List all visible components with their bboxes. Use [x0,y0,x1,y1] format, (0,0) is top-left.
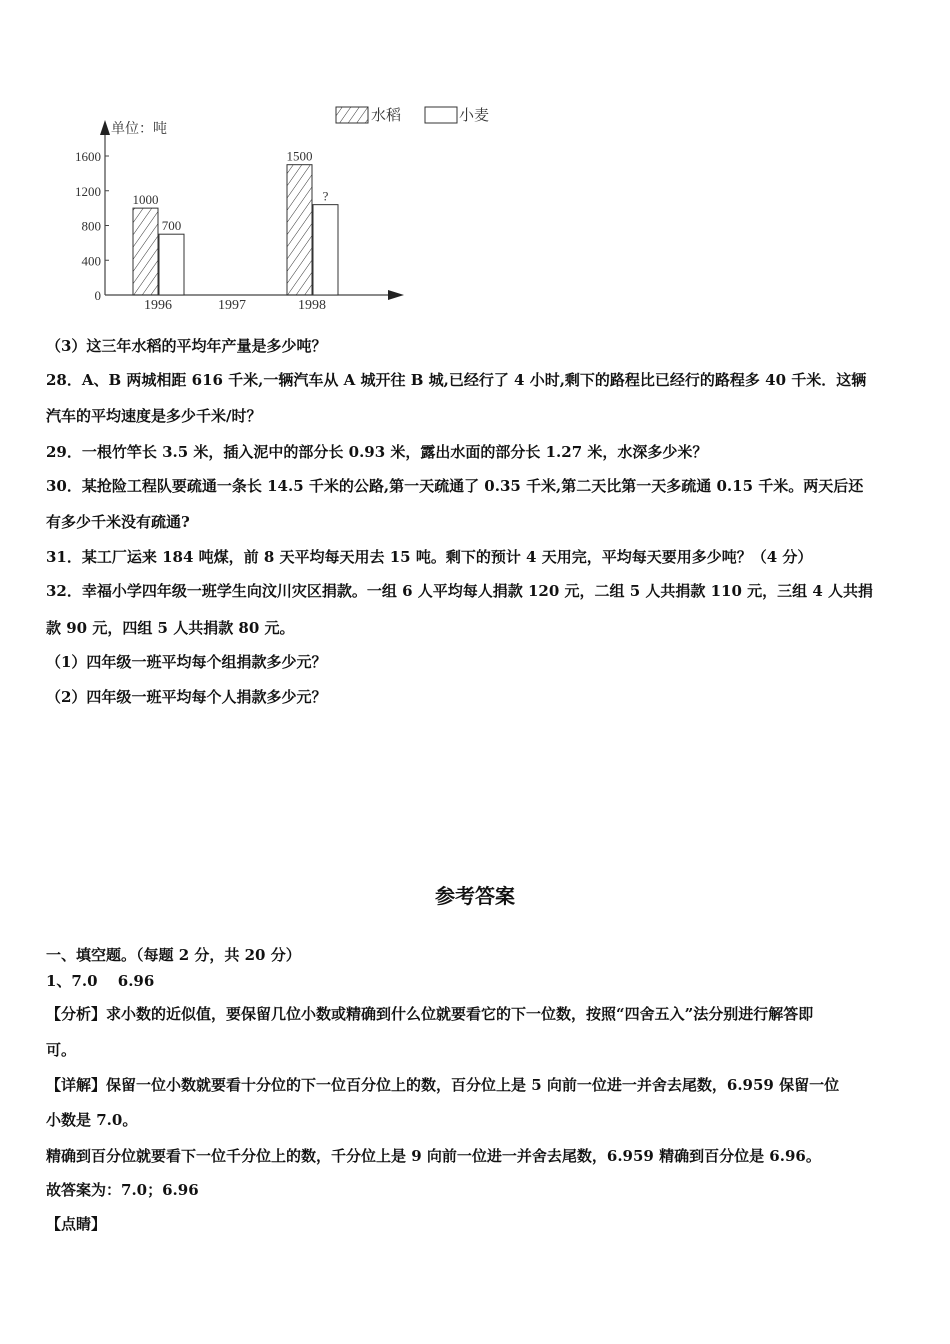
legend-label-rice: 水稻 [371,108,402,124]
x-axis-arrow-icon [388,290,404,300]
data-label: 700 [161,218,182,234]
y-tick-label: 0 [94,288,101,303]
bar-rice [287,165,312,295]
y-tick-label: 1600 [75,149,101,164]
legend-swatch-wheat [425,107,457,123]
y-axis-arrow-icon [100,120,110,135]
question-line: 29．一根竹竿长 3.5 米，插入泥中的部分长 0.93 米，露出水面的部分长 1.27 米，水深多少米？ [46,443,708,461]
answer-line: 可。 [46,1041,77,1059]
x-tick-label: 1996 [144,298,172,313]
bar-wheat [159,234,184,295]
unit-label: 单位：吨 [111,122,167,137]
legend-label-wheat: 小麦 [459,108,490,124]
answer-line: 1、7.0 6.96 [46,972,155,990]
y-tick-label: 800 [81,218,101,234]
answer-line: 【点睛】 [46,1215,107,1233]
answer-line: 【分析】求小数的近似值，要保留几位小数或精确到什么位就要看它的下一位数，按照“四舍五入”法分别进行解答即 [46,1005,814,1023]
legend-swatch-rice [336,107,368,123]
bar-wheat [313,205,338,295]
question-line: （1）四年级一班平均每个组捐款多少元？ [46,653,327,671]
x-tick-label: 1998 [298,298,326,313]
data-label: 1000 [132,192,159,208]
question-line: （2）四年级一班平均每个人捐款多少元？ [46,688,327,706]
question-line: 有多少千米没有疏通? [46,513,190,531]
answer-line: 一、填空题。（每题 2 分，共 20 分） [46,946,301,964]
y-tick-label: 1200 [75,183,101,199]
bar-chart [0,95,520,325]
answer-line: 故答案为：7.0；6.96 [46,1181,199,1199]
answer-line: 【详解】保留一位小数就要看十分位的下一位百分位上的数，百分位上是 5 向前一位进一并舍去尾数，6.959 保留一位 [46,1076,840,1094]
x-tick-label: 1997 [218,298,246,313]
bar-rice [133,208,158,295]
question-line: （3）这三年水稻的平均年产量是多少吨？ [46,337,327,355]
y-tick-label: 400 [81,253,101,269]
question-line: 32．幸福小学四年级一班学生向汶川灾区捐款。一组 6 人平均每人捐款 120 元，二组 5 人共捐款 110 元，三组 4 人共捐 [46,582,874,600]
question-line: 31．某工厂运来 184 吨煤，前 8 天平均每天用去 15 吨。剩下的预计 4 天用完，平均每天要用多少吨？（4 分） [46,548,813,566]
question-line: 汽车的平均速度是多少千米/时？ [46,407,262,425]
question-line: 28．A、B 两城相距 616 千米,一辆汽车从 A 城开往 B 城,已经行了 4 小时,剩下的路程比已经行的路程多 40 千米．这辆 [46,371,867,389]
answer-title: 参考答案 [435,884,515,908]
answer-line: 精确到百分位就要看下一位千分位上的数，千分位上是 9 向前一位进一并舍去尾数，6.959 精确到百分位是 6.96。 [46,1147,821,1165]
question-line: 30．某抢险工程队要疏通一条长 14.5 千米的公路,第一天疏通了 0.35 千米,第二天比第一天多疏通 0.15 千米。两天后还 [46,477,864,495]
data-label: ? [322,188,329,204]
question-line: 款 90 元，四组 5 人共捐款 80 元。 [46,619,295,637]
data-label: 1500 [286,148,313,164]
answer-line: 小数是 7.0。 [46,1111,138,1129]
